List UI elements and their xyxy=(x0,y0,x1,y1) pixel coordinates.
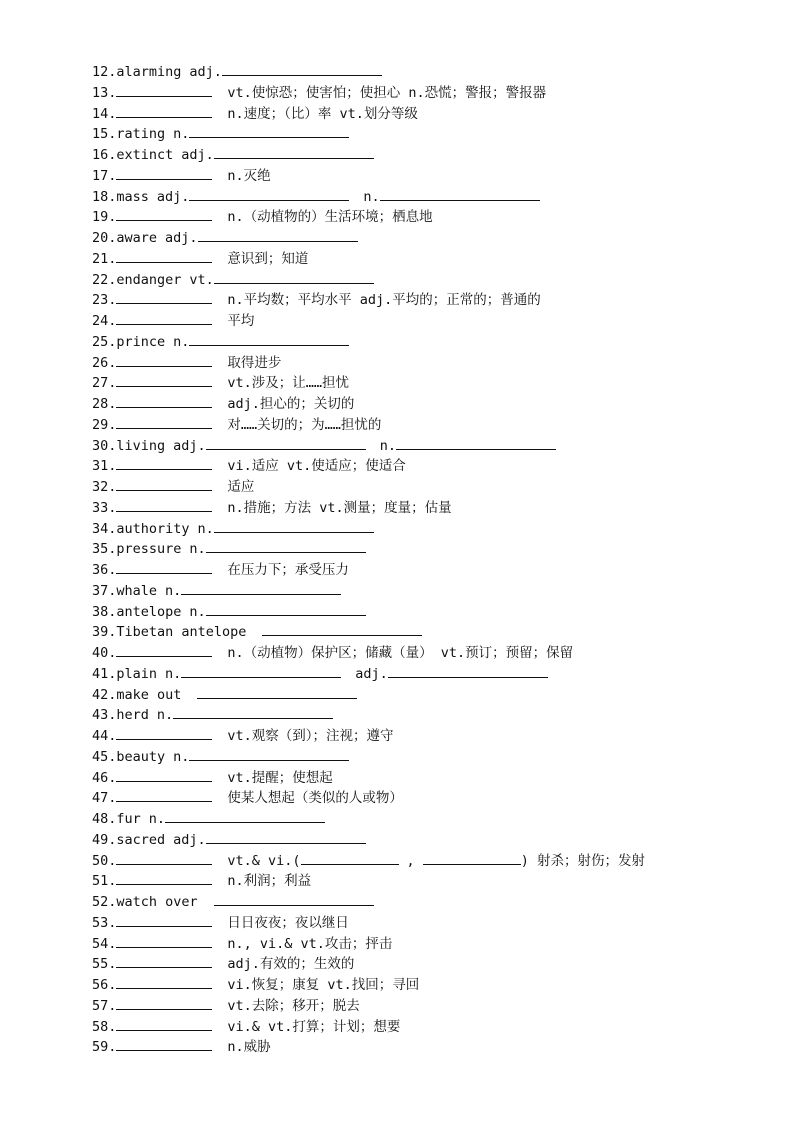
chinese-meaning: n.措施；方法 vt.测量；度量；估量 xyxy=(227,499,452,516)
worksheet-item xyxy=(92,82,752,103)
part-of-speech: vt. xyxy=(189,271,214,288)
item-number: 47. xyxy=(92,790,117,807)
english-word: alarming xyxy=(116,64,182,80)
chinese-meaning: adj.担心的；关切的 xyxy=(227,396,355,412)
item-number: 28. xyxy=(92,396,117,412)
item-number: 30. xyxy=(92,437,117,454)
worksheet-item xyxy=(92,995,752,1016)
answer-blank-2[interactable] xyxy=(380,186,540,201)
item-number: 33. xyxy=(92,499,117,516)
item-number: 51. xyxy=(92,873,117,890)
item-number: 32. xyxy=(92,479,117,495)
worksheet-item xyxy=(92,538,752,559)
item-number: 26. xyxy=(92,354,117,371)
chinese-meaning: 对……关切的；为……担忧的 xyxy=(227,416,382,433)
answer-blank[interactable] xyxy=(116,787,212,802)
chinese-meaning: n.（动植物）保护区；储藏（量） vt.预订；预留；保留 xyxy=(227,645,574,661)
part-of-speech: n. xyxy=(189,603,206,620)
part-of-speech-2: n. xyxy=(379,437,396,454)
chinese-meaning: 取得进步 xyxy=(227,354,282,371)
item-number: 58. xyxy=(92,1018,117,1035)
answer-blank[interactable] xyxy=(198,227,358,242)
item-number: 34. xyxy=(92,520,117,537)
chinese-meaning: vt.观察（到）；注视；遵守 xyxy=(227,728,394,744)
chinese-meaning: n.速度；（比）率 vt.划分等级 xyxy=(227,105,418,122)
item-number: 15. xyxy=(92,126,117,143)
item-number: 24. xyxy=(92,313,117,329)
answer-blank[interactable] xyxy=(116,372,212,387)
answer-blank[interactable] xyxy=(116,642,212,657)
item-number: 13. xyxy=(92,84,117,101)
worksheet-item xyxy=(92,580,752,601)
answer-blank[interactable] xyxy=(116,103,212,118)
item-number: 27. xyxy=(92,375,117,392)
chinese-meaning: vi.适应 vt.使适应；使适合 xyxy=(227,458,406,475)
answer-blank[interactable] xyxy=(222,61,382,76)
worksheet-item xyxy=(92,186,752,207)
item-number: 35. xyxy=(92,541,117,558)
worksheet-item xyxy=(92,974,752,995)
answer-blank[interactable] xyxy=(116,497,212,512)
worksheet-item xyxy=(92,642,752,663)
part-of-speech: n. xyxy=(173,126,190,143)
answer-blank[interactable] xyxy=(116,1036,212,1051)
english-word: authority xyxy=(116,520,190,537)
worksheet-item xyxy=(92,393,752,414)
part-of-speech: n. xyxy=(148,811,166,827)
answer-blank[interactable] xyxy=(165,808,325,823)
answer-blank[interactable] xyxy=(116,476,212,491)
answer-blank[interactable] xyxy=(116,455,212,470)
item-number: 37. xyxy=(92,582,117,599)
worksheet-item xyxy=(92,559,752,580)
answer-blank[interactable] xyxy=(116,414,212,429)
worksheet-item xyxy=(92,331,752,352)
answer-blank[interactable] xyxy=(116,767,212,782)
worksheet-item xyxy=(92,1036,752,1057)
item-number: 21. xyxy=(92,250,117,267)
worksheet-item xyxy=(92,497,752,518)
chinese-meaning: adj.有效的；生效的 xyxy=(227,956,355,973)
item-number: 50. xyxy=(92,852,117,869)
item-number: 39. xyxy=(92,624,117,641)
item-number: 55. xyxy=(92,956,117,973)
item-number: 22. xyxy=(92,271,117,288)
answer-blank[interactable] xyxy=(197,684,357,699)
answer-blank-3[interactable] xyxy=(423,850,521,865)
chinese-meaning: 使某人想起（类似的人或物） xyxy=(227,790,403,807)
answer-blank[interactable] xyxy=(189,186,349,201)
item-meaning-prefix: vt.& vi.( xyxy=(227,852,301,869)
worksheet-item xyxy=(92,289,752,310)
answer-blank[interactable] xyxy=(116,725,212,740)
chinese-meaning: n.平均数；平均水平 adj.平均的；正常的；普通的 xyxy=(227,292,541,309)
answer-blank[interactable] xyxy=(116,289,212,304)
worksheet-item xyxy=(92,476,752,497)
chinese-meaning: 意识到；知道 xyxy=(227,250,309,267)
answer-blank[interactable] xyxy=(116,953,212,968)
part-of-speech: adj. xyxy=(173,437,206,454)
item-number: 57. xyxy=(92,997,117,1014)
chinese-meaning: vt.使惊恐；使害怕；使担心 n.恐慌；警报；警报器 xyxy=(227,84,547,101)
english-word: plain xyxy=(116,665,158,682)
english-word: fur xyxy=(116,811,141,827)
item-number: 49. xyxy=(92,831,117,848)
chinese-meaning: vi.恢复；康复 vt.找回；寻回 xyxy=(227,977,420,993)
english-word: living xyxy=(116,437,166,454)
chinese-meaning: 平均 xyxy=(227,313,255,329)
answer-blank[interactable] xyxy=(116,352,212,367)
english-word: aware xyxy=(116,230,158,246)
worksheet-item xyxy=(92,684,752,705)
chinese-meaning: n., vi.& vt.攻击；抨击 xyxy=(227,935,393,952)
answer-blank[interactable] xyxy=(173,704,333,719)
item-number: 29. xyxy=(92,416,117,433)
worksheet-item xyxy=(92,123,752,144)
english-word: whale xyxy=(116,582,158,599)
english-word: make out xyxy=(116,686,182,703)
worksheet-item xyxy=(92,850,752,871)
worksheet-item xyxy=(92,704,752,725)
answer-blank[interactable] xyxy=(206,601,366,616)
part-of-speech: n. xyxy=(165,665,182,682)
worksheet-item xyxy=(92,372,752,393)
answer-blank[interactable] xyxy=(116,912,212,927)
worksheet-item xyxy=(92,144,752,165)
answer-blank[interactable] xyxy=(189,746,349,761)
english-word: antelope xyxy=(116,603,182,620)
item-number: 12. xyxy=(92,64,117,80)
worksheet-item xyxy=(92,787,752,808)
part-of-speech: adj. xyxy=(181,147,214,163)
english-word: beauty xyxy=(116,748,166,765)
english-word: Tibetan antelope xyxy=(116,624,247,641)
english-word: extinct xyxy=(116,147,174,163)
part-of-speech-2: adj. xyxy=(355,665,388,682)
chinese-meaning: n.灭绝 xyxy=(227,167,271,184)
answer-blank[interactable] xyxy=(116,995,212,1010)
worksheet-item xyxy=(92,455,752,476)
part-of-speech: adj. xyxy=(173,831,206,848)
english-word: watch over xyxy=(116,894,198,910)
item-number: 18. xyxy=(92,188,117,205)
answer-blank[interactable] xyxy=(181,580,341,595)
worksheet-item xyxy=(92,725,752,746)
answer-blank[interactable] xyxy=(116,850,212,865)
worksheet-item xyxy=(92,912,752,933)
answer-blank[interactable] xyxy=(116,310,212,325)
worksheet-item xyxy=(92,206,752,227)
answer-blank[interactable] xyxy=(116,248,212,263)
worksheet-item xyxy=(92,663,752,684)
item-number: 14. xyxy=(92,105,117,122)
english-word: rating xyxy=(116,126,166,143)
worksheet-item xyxy=(92,808,752,829)
worksheet-item xyxy=(92,518,752,539)
item-number: 52. xyxy=(92,894,117,910)
worksheet-item xyxy=(92,61,752,82)
worksheet-item xyxy=(92,310,752,331)
part-of-speech: n. xyxy=(173,333,190,350)
item-number: 44. xyxy=(92,728,117,744)
answer-blank-2[interactable] xyxy=(396,435,556,450)
item-number: 19. xyxy=(92,209,117,226)
chinese-meaning: vi.& vt.打算；计划；想要 xyxy=(227,1018,401,1035)
answer-blank[interactable] xyxy=(116,393,212,408)
vocabulary-worksheet xyxy=(92,61,752,1057)
part-of-speech: n. xyxy=(197,520,214,537)
item-number: 31. xyxy=(92,458,117,475)
worksheet-item xyxy=(92,414,752,435)
worksheet-item xyxy=(92,767,752,788)
chinese-meaning: vt.去除；移开；脱去 xyxy=(227,997,360,1014)
worksheet-item xyxy=(92,103,752,124)
chinese-meaning: 日日夜夜；夜以继日 xyxy=(227,914,349,931)
worksheet-item xyxy=(92,248,752,269)
worksheet-item xyxy=(92,891,752,912)
worksheet-item xyxy=(92,933,752,954)
worksheet-item xyxy=(92,1016,752,1037)
chinese-meaning: n.利润；利益 xyxy=(227,873,312,890)
item-number: 43. xyxy=(92,707,117,724)
part-of-speech: n. xyxy=(173,748,190,765)
item-number: 23. xyxy=(92,292,117,309)
part-of-speech: n. xyxy=(189,541,206,558)
answer-blank[interactable] xyxy=(214,891,374,906)
item-number: 53. xyxy=(92,914,117,931)
answer-blank[interactable] xyxy=(116,933,212,948)
answer-blank[interactable] xyxy=(116,559,212,574)
worksheet-item xyxy=(92,829,752,850)
item-number: 46. xyxy=(92,769,117,786)
english-word: prince xyxy=(116,333,166,350)
part-of-speech: n. xyxy=(156,707,174,724)
english-word: sacred xyxy=(116,831,166,848)
answer-blank[interactable] xyxy=(181,663,341,678)
chinese-meaning: vt.提醒；使想起 xyxy=(227,769,333,786)
worksheet-item xyxy=(92,601,752,622)
worksheet-item xyxy=(92,953,752,974)
answer-blank-2[interactable] xyxy=(388,663,548,678)
answer-blank-2[interactable] xyxy=(301,850,399,865)
answer-blank[interactable] xyxy=(189,123,349,138)
item-meaning-suffix: ) 射杀；射伤；发射 xyxy=(520,852,645,869)
part-of-speech: adj. xyxy=(165,230,198,246)
separator-comma: , xyxy=(406,852,415,869)
item-number: 20. xyxy=(92,230,117,246)
english-word: endanger xyxy=(116,271,182,288)
answer-blank[interactable] xyxy=(116,82,212,97)
answer-blank[interactable] xyxy=(206,538,366,553)
answer-blank[interactable] xyxy=(206,829,366,844)
part-of-speech: adj. xyxy=(156,188,190,205)
part-of-speech: adj. xyxy=(189,64,222,80)
answer-blank[interactable] xyxy=(116,1016,212,1031)
item-number: 36. xyxy=(92,562,117,578)
item-number: 40. xyxy=(92,645,117,661)
worksheet-item xyxy=(92,746,752,767)
item-number: 56. xyxy=(92,977,117,993)
part-of-speech-2: n. xyxy=(363,188,380,205)
item-number: 41. xyxy=(92,665,117,682)
item-number: 16. xyxy=(92,147,117,163)
item-number: 54. xyxy=(92,935,117,952)
answer-blank[interactable] xyxy=(116,165,212,180)
english-word: pressure xyxy=(116,541,182,558)
chinese-meaning: vt.涉及；让……担忧 xyxy=(227,375,350,392)
answer-blank[interactable] xyxy=(214,518,374,533)
answer-blank[interactable] xyxy=(214,144,374,159)
item-number: 17. xyxy=(92,167,117,184)
item-number: 25. xyxy=(92,333,117,350)
answer-blank[interactable] xyxy=(116,870,212,885)
chinese-meaning: n.（动植物的）生活环境；栖息地 xyxy=(227,209,433,226)
worksheet-item xyxy=(92,870,752,891)
worksheet-item xyxy=(92,435,752,456)
answer-blank[interactable] xyxy=(189,331,349,346)
answer-blank[interactable] xyxy=(116,206,212,221)
chinese-meaning: n.威胁 xyxy=(227,1039,271,1056)
english-word: mass xyxy=(116,188,149,205)
answer-blank[interactable] xyxy=(214,269,374,284)
worksheet-item xyxy=(92,621,752,642)
worksheet-item xyxy=(92,165,752,186)
answer-blank[interactable] xyxy=(206,435,366,450)
worksheet-item xyxy=(92,269,752,290)
item-number: 38. xyxy=(92,603,117,620)
chinese-meaning: 在压力下；承受压力 xyxy=(227,562,349,578)
item-number: 59. xyxy=(92,1039,117,1056)
item-number: 48. xyxy=(92,811,117,827)
part-of-speech: n. xyxy=(165,582,182,599)
answer-blank[interactable] xyxy=(116,974,212,989)
worksheet-item xyxy=(92,352,752,373)
chinese-meaning: 适应 xyxy=(227,479,255,495)
answer-blank[interactable] xyxy=(262,621,422,636)
english-word: herd xyxy=(116,707,149,724)
worksheet-item xyxy=(92,227,752,248)
item-number: 45. xyxy=(92,748,117,765)
item-number: 42. xyxy=(92,686,117,703)
